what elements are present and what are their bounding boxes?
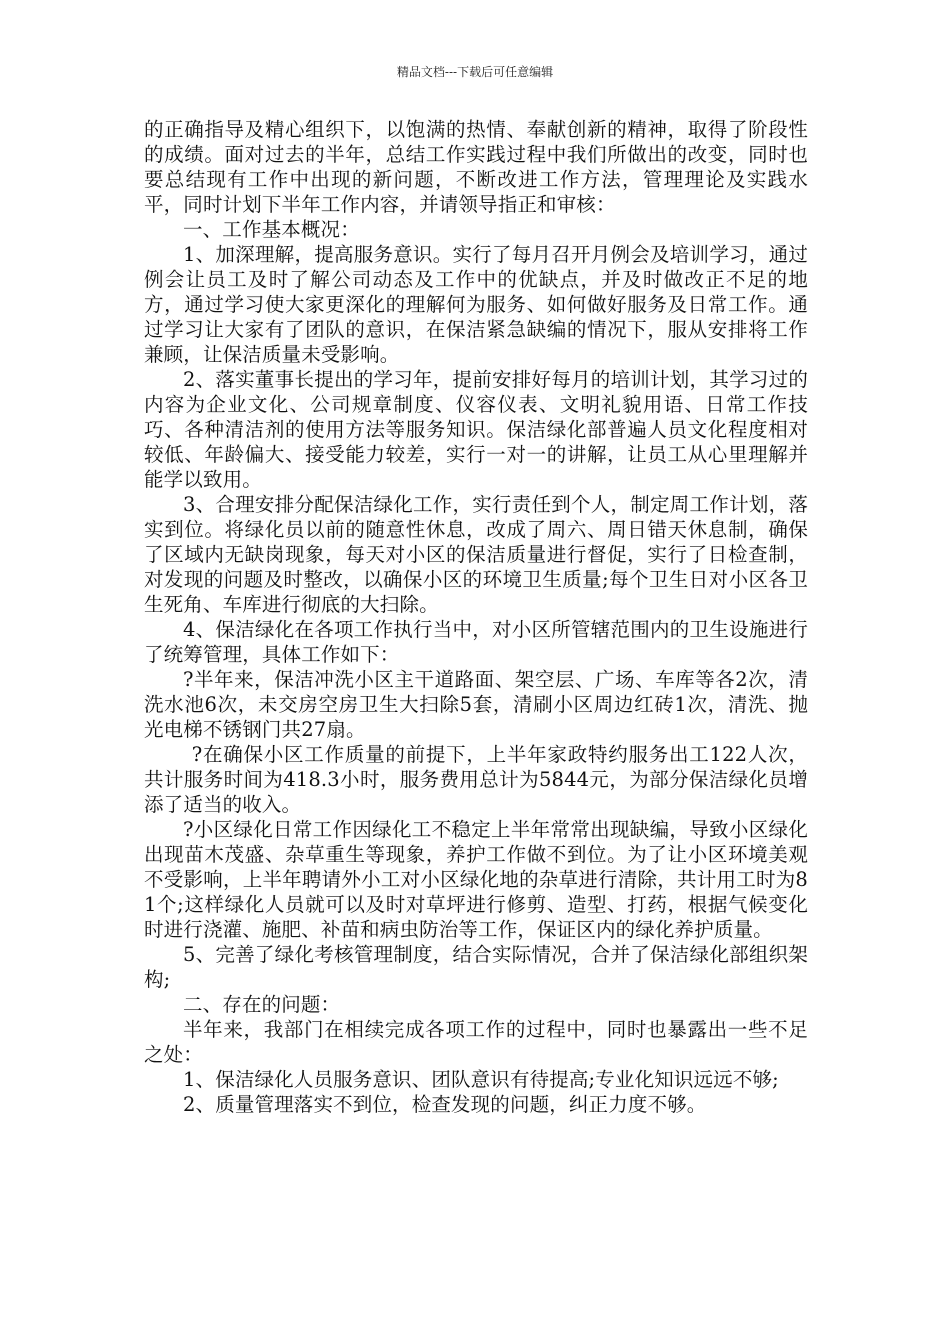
paragraph-bullet-greening: ?小区绿化日常工作因绿化工不稳定上半年常常出现缺编，导致小区绿化出现苗木茂盛、杂草重生等现象，养护工作做不到位。为了让小区环境美观不受影响，上半年聘请外小工对小区绿化地的杂草进行清除，共计用工时为81个;这样绿化人员就可以及时对草坪进行修剪、造型、打药，根据气候变化时进行浇灌、施肥、补苗和病虫防治等工作，保证区内的绿化养护质量。 [144,818,808,941]
paragraph-item-1: 1、加深理解，提高服务意识。实行了每月召开月例会及培训学习，通过例会让员工及时了解公司动态及工作中的优缺点，并及时做改正不足的地方，通过学习使大家更深化的理解何为服务、如何做好服务及日常工作。通过学习让大家有了团队的意识，在保洁紧急缺编的情况下，服从安排将工作兼顾，让保洁质量未受影响。 [144,243,808,366]
paragraph-item-3: 3、合理安排分配保洁绿化工作，实行责任到个人，制定周工作计划，落实到位。将绿化员以前的随意性休息，改成了周六、周日错天休息制，确保了区域内无缺岗现象，每天对小区的保洁质量进行督促，实行了日检查制，对发现的问题及时整改，以确保小区的环境卫生质量;每个卫生日对小区各卫生死角、车库进行彻底的大扫除。 [144,493,808,616]
document-body [144,117,808,1117]
section-heading-overview: 一、工作基本概况： [183,218,360,241]
section-heading-problems: 二、存在的问题： [183,993,341,1016]
paragraph-item-5: 5、完善了绿化考核管理制度，结合实际情况，合并了保洁绿化部组织架构; [144,943,808,991]
paragraph-bullet-housekeeping: ?在确保小区工作质量的前提下，上半年家政特约服务出工122人次，共计服务时间为418.3小时，服务费用总计为5844元，为部分保洁绿化员增添了适当的收入。 [144,743,808,816]
paragraph-bullet-cleaning: ?半年来，保洁冲洗小区主干道路面、架空层、广场、车库等各2次，清洗水池6次，未交房空房卫生大扫除5套，清刷小区周边红砖1次，清洗、抛光电梯不锈钢门共27扇。 [144,668,808,741]
page-header: 精品文档---下载后可任意编辑 [396,65,554,79]
paragraph-item-2: 2、落实董事长提出的学习年，提前安排好每月的培训计划，其学习过的内容为企业文化、公司规章制度、仪容仪表、文明礼貌用语、日常工作技巧、各种清洁剂的使用方法等服务知识。保洁绿化部普遍人员文化程度相对较低、年龄偏大、接受能力较差，实行一对一的讲解，让员工从心里理解并能学以致用。 [144,368,808,491]
paragraph-intro-continued: 的正确指导及精心组织下，以饱满的热情、奉献创新的精神，取得了阶段性的成绩。面对过去的半年，总结工作实践过程中我们所做出的改变，同时也要总结现有工作中出现的新问题，不断改进工作方法，管理理论及实践水平，同时计划下半年工作内容，并请领导指正和审核： [144,118,808,216]
paragraph-item-4: 4、保洁绿化在各项工作执行当中，对小区所管辖范围内的卫生设施进行了统筹管理，具体工作如下： [144,618,808,666]
paragraph-problem-2: 2、质量管理落实不到位，检查发现的问题，纠正力度不够。 [183,1093,707,1116]
paragraph-problems-intro: 半年来，我部门在相续完成各项工作的过程中，同时也暴露出一些不足之处： [144,1018,808,1066]
paragraph-problem-1: 1、保洁绿化人员服务意识、团队意识有待提高;专业化知识远远不够; [183,1068,779,1091]
